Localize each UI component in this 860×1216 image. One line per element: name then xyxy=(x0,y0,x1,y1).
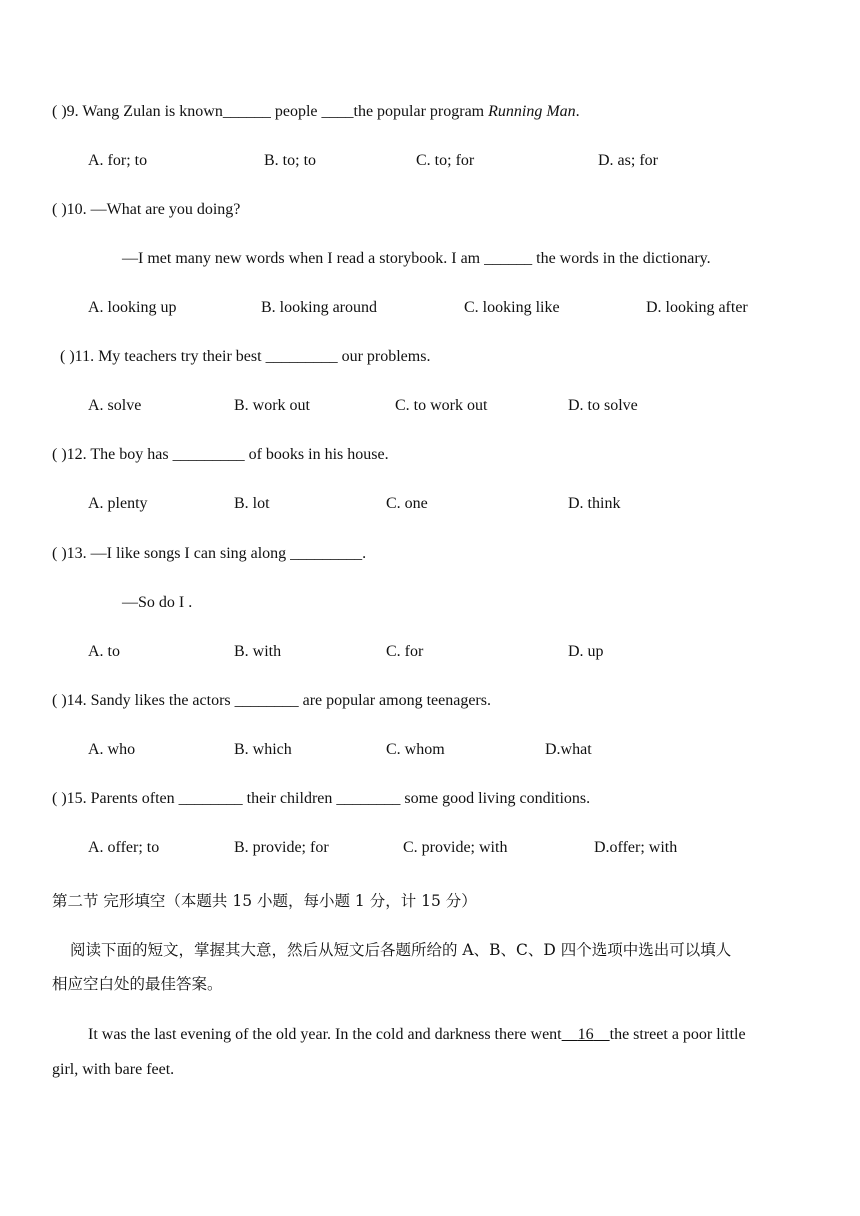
question-text: 15. Parents often ________ their children ________ some good living conditions. xyxy=(66,790,591,807)
question-text: Wang Zulan is known xyxy=(78,103,223,120)
option-b: B. provide; for xyxy=(234,839,329,856)
question-14 xyxy=(52,691,491,711)
option-b: B. with xyxy=(234,643,282,660)
section-instruction-cont: 相应空白处的最佳答案。 xyxy=(52,975,223,993)
option-c: C. whom xyxy=(386,741,445,758)
question-15 xyxy=(52,789,590,809)
option-c: C. for xyxy=(386,643,424,660)
blank-number: 16 xyxy=(577,1026,594,1043)
question-text: 10. —What are you doing? xyxy=(66,201,241,218)
question-13 xyxy=(52,544,366,564)
option-a: A. solve xyxy=(88,397,142,414)
question-10-reply: —I met many new words when I read a storybook. I am ______ the words in the dictionary. xyxy=(122,250,711,267)
option-d: D. think xyxy=(568,495,621,512)
option-d: D. up xyxy=(568,643,604,660)
answer-paren[interactable]: ( ) xyxy=(52,201,67,218)
answer-paren[interactable]: ( ) xyxy=(52,446,67,463)
passage-blank-16[interactable] xyxy=(562,1026,610,1043)
option-a: A. looking up xyxy=(88,299,177,316)
question-10 xyxy=(52,200,240,220)
passage-line-2: girl, with bare feet. xyxy=(52,1061,175,1078)
passage-text: It was the last evening of the old year. In the cold and darkness there went xyxy=(88,1026,562,1043)
option-c: C. to work out xyxy=(395,397,488,414)
section-instruction: 阅读下面的短文，掌握其大意，然后从短文后各题所给的 A、B、C、D 四个选项中选出可以填人 xyxy=(70,941,732,959)
option-b: B. which xyxy=(234,741,292,758)
answer-paren[interactable]: ( ) xyxy=(52,790,67,807)
question-11 xyxy=(60,347,430,367)
answer-paren[interactable]: ( ) xyxy=(52,545,67,562)
option-b: B. looking around xyxy=(261,299,377,316)
question-12 xyxy=(52,445,389,465)
question-text: 11. My teachers try their best _________ our problems. xyxy=(74,348,431,365)
option-c: C. provide; with xyxy=(403,839,508,856)
question-text: . xyxy=(575,103,580,120)
section-heading: 第二节 完形填空（本题共 15 小题，每小题 1 分，计 15 分） xyxy=(52,892,477,910)
question-text: 13. —I like songs I can sing along _________. xyxy=(66,545,367,562)
option-a: A. offer; to xyxy=(88,839,160,856)
option-a: A. plenty xyxy=(88,495,148,512)
option-a: A. for; to xyxy=(88,152,148,169)
question-13-reply: —So do I . xyxy=(122,594,193,611)
option-d: D.offer; with xyxy=(594,839,678,856)
option-d: D. looking after xyxy=(646,299,748,316)
question-9 xyxy=(52,102,580,122)
option-c: C. looking like xyxy=(464,299,560,316)
option-b: B. lot xyxy=(234,495,270,512)
blank: ______ xyxy=(222,103,271,120)
option-b: B. to; to xyxy=(264,152,317,169)
option-d: D.what xyxy=(545,741,592,758)
program-title: Running Man xyxy=(488,103,576,120)
option-d: D. to solve xyxy=(568,397,638,414)
blank: ____ xyxy=(321,103,354,120)
answer-paren[interactable]: ( ) xyxy=(52,103,67,120)
option-a: A. to xyxy=(88,643,120,660)
answer-paren[interactable]: ( ) xyxy=(52,692,67,709)
question-text: 12. The boy has _________ of books in his house. xyxy=(66,446,389,463)
question-text: the popular program xyxy=(353,103,489,120)
option-d: D. as; for xyxy=(598,152,658,169)
passage-line-1 xyxy=(88,1025,746,1045)
option-a: A. who xyxy=(88,741,136,758)
passage-text: the street a poor little xyxy=(609,1026,746,1043)
option-c: C. one xyxy=(386,495,428,512)
option-c: C. to; for xyxy=(416,152,475,169)
question-text: people xyxy=(270,103,322,120)
question-text: 14. Sandy likes the actors ________ are popular among teenagers. xyxy=(66,692,491,709)
question-number: 9. xyxy=(66,103,79,120)
answer-paren[interactable]: ( ) xyxy=(60,348,75,365)
option-b: B. work out xyxy=(234,397,310,414)
